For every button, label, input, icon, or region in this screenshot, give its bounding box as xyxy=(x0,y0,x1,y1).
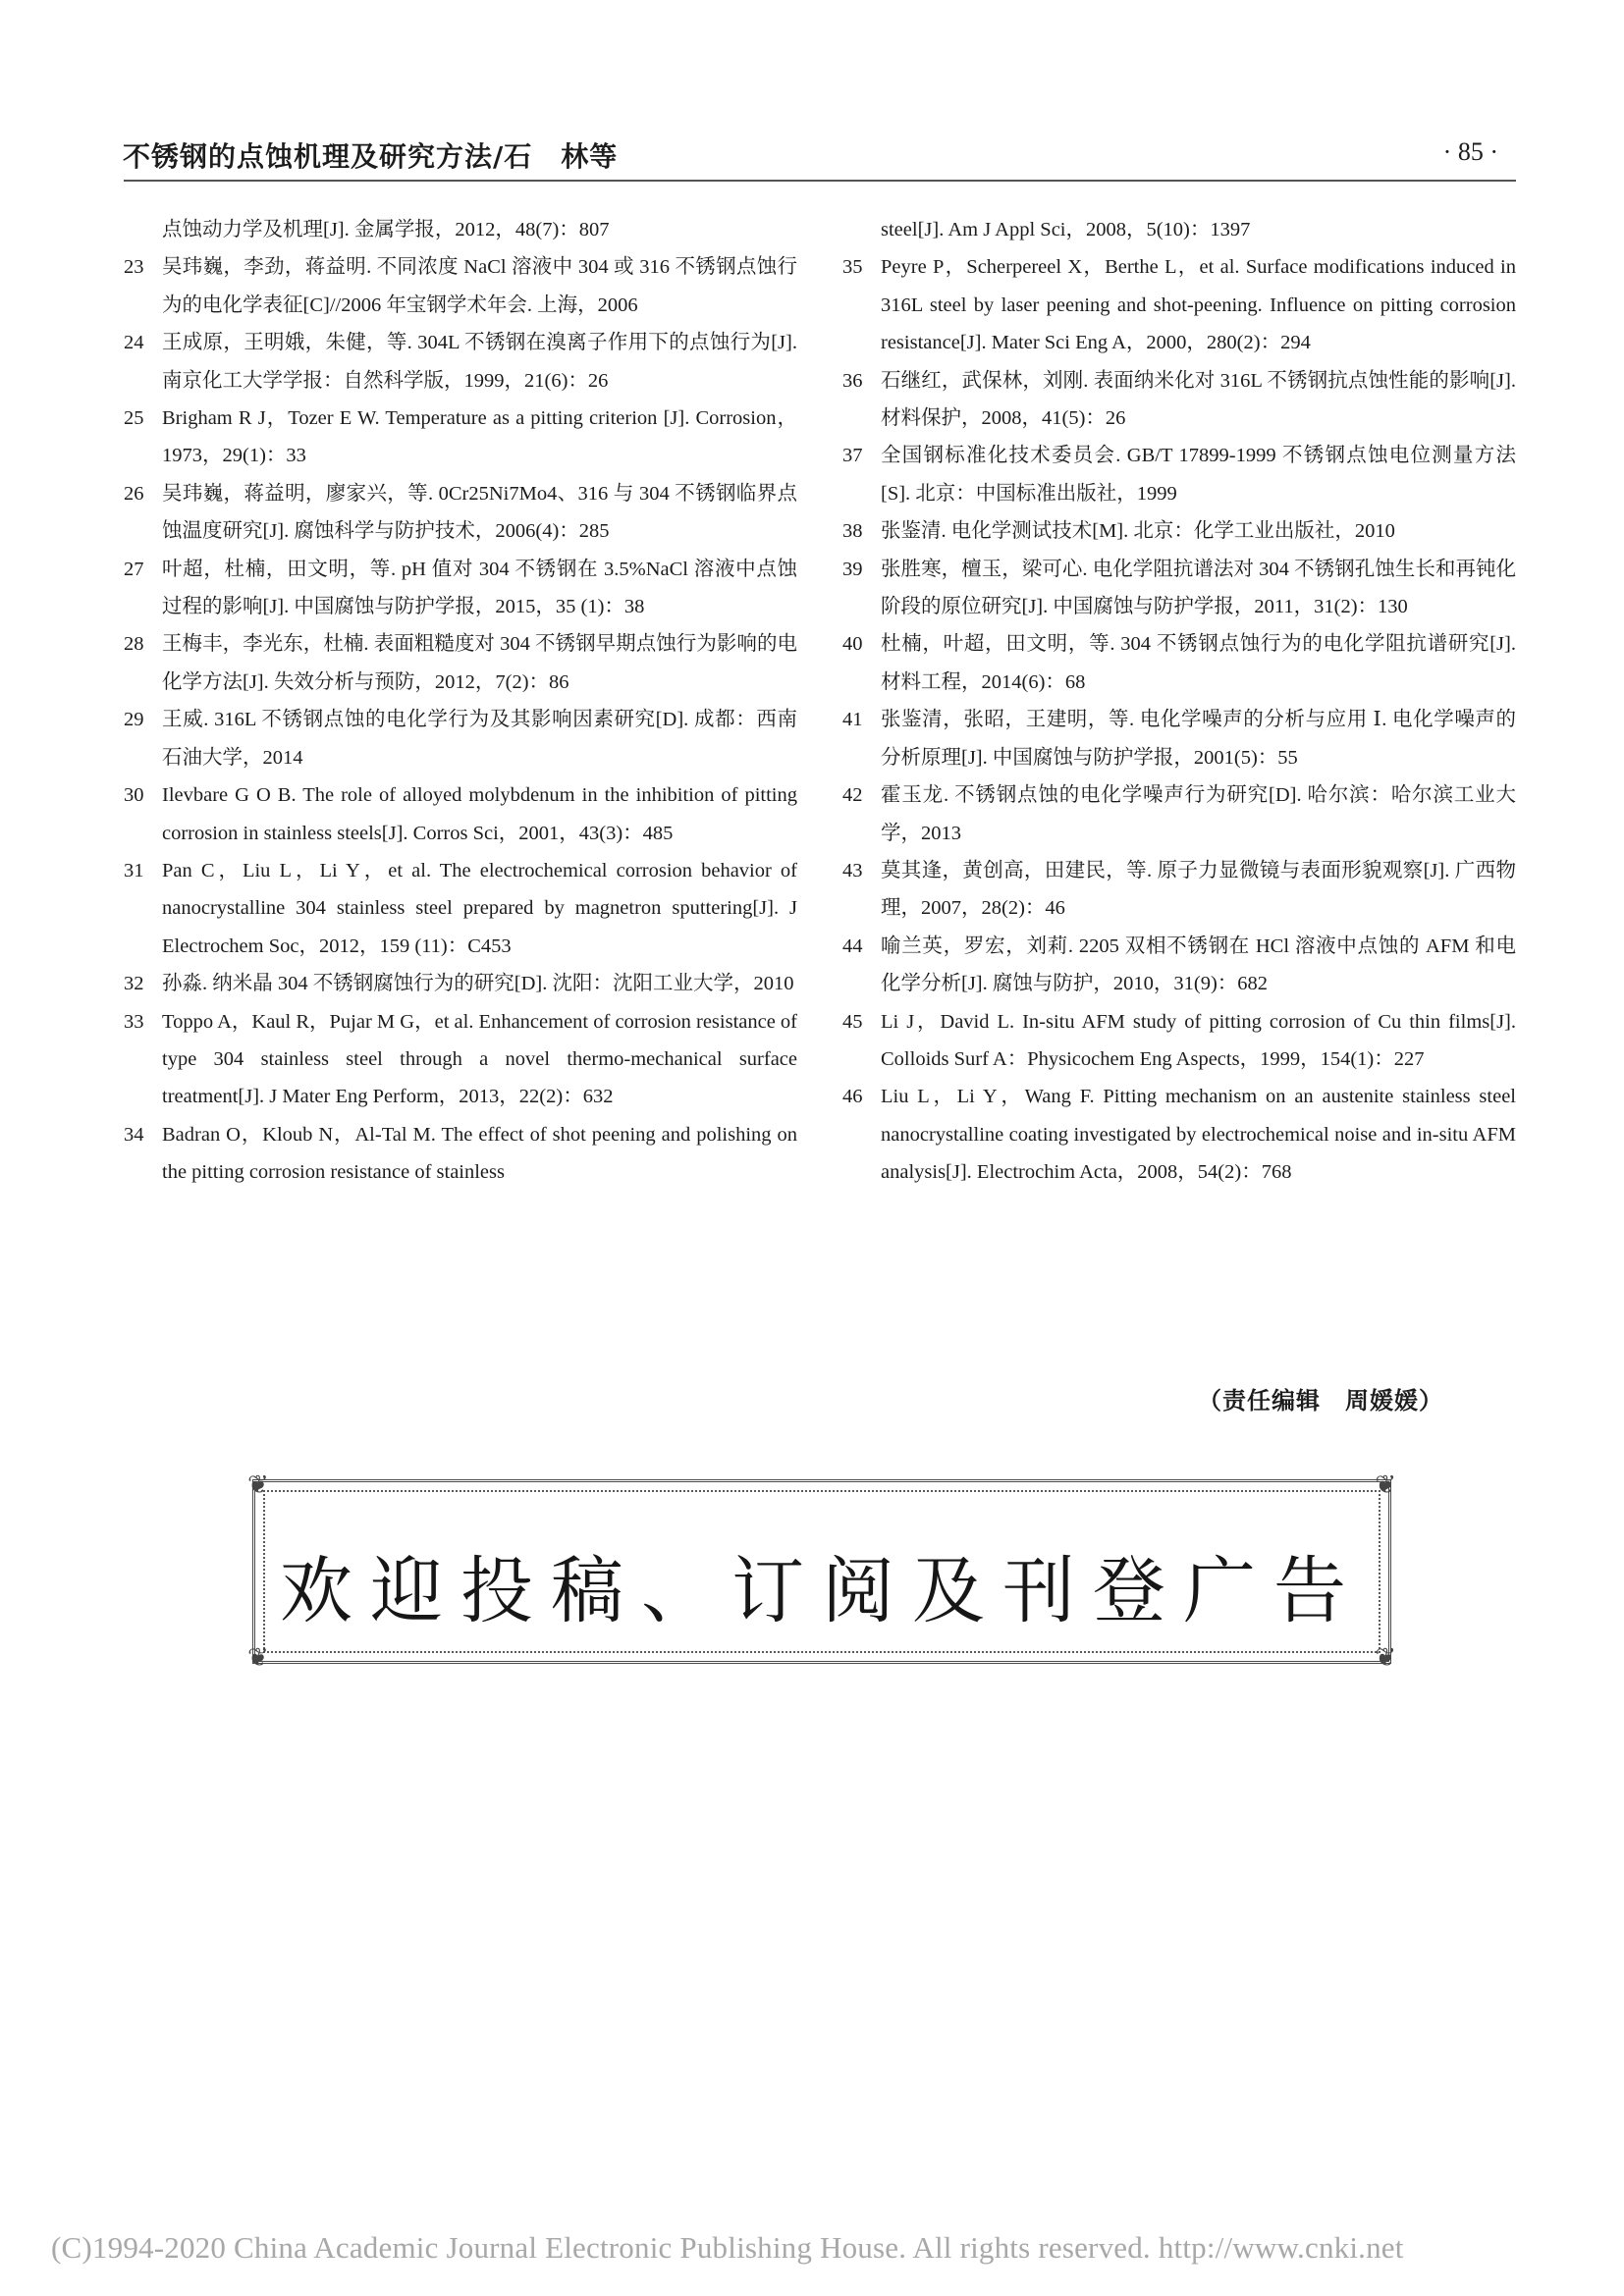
reference-text: steel[J]. Am J Appl Sci，2008，5(10)：1397 xyxy=(881,219,1251,240)
reference-number: 36 xyxy=(842,369,863,392)
reference-number: 44 xyxy=(842,934,863,957)
reference-text: 杜楠，叶超，田文明，等. 304 不锈钢点蚀行为的电化学阻抗谱研究[J]. 材料工程，2014(6)：68 xyxy=(881,633,1516,693)
reference-number: 42 xyxy=(842,784,863,807)
reference-text: 石继红，武保林，刘刚. 表面纳米化对 316L 不锈钢抗点蚀性能的影响[J]. 材料保护，2008，41(5)：26 xyxy=(881,369,1516,430)
reference-text: 王成原，王明娥，朱健，等. 304L 不锈钢在溴离子作用下的点蚀行为[J]. 南京化工大学学报：自然科学版，1999，21(6)：26 xyxy=(162,332,797,392)
reference-number: 34 xyxy=(124,1123,144,1146)
reference-number: 38 xyxy=(842,520,863,543)
reference-text: 叶超，杜楠，田文明，等. pH 值对 304 不锈钢在 3.5%NaCl 溶液中点蚀过程的影响[J]. 中国腐蚀与防护学报，2015，35 (1)：38 xyxy=(162,558,797,618)
reference-text: 王威. 316L 不锈钢点蚀的电化学行为及其影响因素研究[D]. 成都：西南石油大学，2014 xyxy=(162,709,797,769)
reference-number: 46 xyxy=(842,1086,863,1108)
reference-number: 32 xyxy=(124,973,144,995)
ornament-icon: ❦ xyxy=(247,1643,269,1673)
reference-number: 45 xyxy=(842,1010,863,1033)
advertisement-box xyxy=(247,1470,1396,1673)
reference-number: 30 xyxy=(124,784,144,807)
ornament-icon: ❦ xyxy=(247,1470,269,1500)
reference-number: 26 xyxy=(124,482,144,505)
reference-item xyxy=(842,928,1516,1003)
page-number: · 85 · xyxy=(1442,137,1498,166)
reference-item xyxy=(124,551,797,626)
reference-number: 35 xyxy=(842,256,863,279)
reference-text: 孙淼. 纳米晶 304 不锈钢腐蚀行为的研究[D]. 沈阳：沈阳工业大学，2010 xyxy=(162,973,794,995)
reference-item xyxy=(842,776,1516,852)
reference-item xyxy=(124,625,797,701)
reference-number: 41 xyxy=(842,709,863,731)
copyright-footer: (C)1994-2020 China Academic Journal Electronic Publishing House. All rights reserved. http://www.cnki.net xyxy=(51,2230,1404,2265)
reference-item xyxy=(124,701,797,776)
reference-item xyxy=(124,965,797,1002)
reference-item xyxy=(842,362,1516,438)
reference-number: 28 xyxy=(124,633,144,656)
reference-text: 喻兰英，罗宏，刘莉. 2205 双相不锈钢在 HCl 溶液中点蚀的 AFM 和电化学分析[J]. 腐蚀与防护，2010，31(9)：682 xyxy=(881,934,1516,995)
reference-item xyxy=(842,437,1516,512)
reference-text: 吴玮巍，蒋益明，廖家兴，等. 0Cr25Ni7Mo4、316 与 304 不锈钢临界点蚀温度研究[J]. 腐蚀科学与防护技术，2006(4)：285 xyxy=(162,482,797,543)
reference-text: Brigham R J，Tozer E W. Temperature as a pitting criterion [J]. Corrosion，1973，29(1)：33 xyxy=(162,407,797,467)
editor-note: （责任编辑 周媛媛） xyxy=(1198,1387,1443,1415)
reference-text: 张胜寒，檀玉，梁可心. 电化学阻抗谱法对 304 不锈钢孔蚀生长和再钝化阶段的原位研究[J]. 中国腐蚀与防护学报，2011，31(2)：130 xyxy=(881,558,1516,618)
reference-item xyxy=(842,551,1516,626)
reference-text: 莫其逢，黄创高，田建民，等. 原子力显微镜与表面形貌观察[J]. 广西物理，2007，28(2)：46 xyxy=(881,859,1516,920)
references-right-column xyxy=(842,211,1516,1192)
reference-item xyxy=(124,324,797,400)
reference-item xyxy=(842,625,1516,701)
reference-item xyxy=(842,248,1516,361)
reference-text: 王梅丰，李光东，杜楠. 表面粗糙度对 304 不锈钢早期点蚀行为影响的电化学方法[J]. 失效分析与预防，2012，7(2)：86 xyxy=(162,633,797,693)
advertisement-text: 欢迎投稿、订阅及刊登广告 xyxy=(280,1549,1364,1633)
reference-item xyxy=(124,852,797,965)
reference-item xyxy=(124,400,797,475)
reference-text: Peyre P，Scherpereel X，Berthe L，et al. Surface modifications induced in 316L steel by laser peening and shot-peening. Influence on pitting corrosion resistance[J]. Mater Sci Eng A，2000，280(2)：294 xyxy=(881,256,1516,354)
reference-number: 33 xyxy=(124,1010,144,1033)
reference-text: 霍玉龙. 不锈钢点蚀的电化学噪声行为研究[D]. 哈尔滨：哈尔滨工业大学，2013 xyxy=(881,784,1516,844)
reference-item xyxy=(124,248,797,324)
reference-item xyxy=(124,475,797,551)
reference-number: 25 xyxy=(124,407,144,430)
reference-number: 31 xyxy=(124,859,144,881)
reference-text: Pan C，Liu L，Li Y，et al. The electrochemical corrosion behavior of nanocrystalline 304 stainless steel prepared by magnetron sputtering[J]. J Electrochem Soc，2012，159 (11)：C453 xyxy=(162,859,797,957)
reference-item xyxy=(842,1078,1516,1191)
reference-number: 24 xyxy=(124,332,144,354)
reference-text: 全国钢标准化技术委员会. GB/T 17899-1999 不锈钢点蚀电位测量方法[S]. 北京：中国标准出版社，1999 xyxy=(881,445,1516,505)
reference-item xyxy=(124,776,797,852)
reference-number: 40 xyxy=(842,633,863,656)
reference-text: 张鉴清. 电化学测试技术[M]. 北京：化学工业出版社，2010 xyxy=(881,520,1395,543)
reference-text: Badran O，Kloub N，Al-Tal M. The effect of shot peening and polishing on the pitting corrosion resistance of stainless xyxy=(162,1123,797,1184)
reference-text: 吴玮巍，李劲，蒋益明. 不同浓度 NaCl 溶液中 304 或 316 不锈钢点蚀行为的电化学表征[C]//2006 年宝钢学术年会. 上海，2006 xyxy=(162,256,797,316)
reference-item xyxy=(842,211,1516,248)
references-left-column xyxy=(124,211,797,1192)
reference-number: 37 xyxy=(842,445,863,467)
reference-number: 39 xyxy=(842,558,863,580)
ornament-icon: ❦ xyxy=(1375,1470,1396,1500)
ornament-icon: ❦ xyxy=(1375,1643,1396,1673)
reference-item xyxy=(124,211,797,248)
reference-text: Ilevbare G O B. The role of alloyed molybdenum in the inhibition of pitting corrosion in stainless steels[J]. Corros Sci，2001，43(3)：485 xyxy=(162,784,797,844)
reference-text: 张鉴清，张昭，王建明，等. 电化学噪声的分析与应用 Ⅰ. 电化学噪声的分析原理[J]. 中国腐蚀与防护学报，2001(5)：55 xyxy=(881,709,1516,769)
reference-item xyxy=(124,1116,797,1192)
reference-number: 43 xyxy=(842,859,863,881)
reference-number: 29 xyxy=(124,709,144,731)
reference-text: Liu L，Li Y，Wang F. Pitting mechanism on an austenite stainless steel nanocrystalline coating investigated by electrochemical noise and in-situ AFM analysis[J]. Electrochim Acta，2008，54(2)：768 xyxy=(881,1086,1516,1184)
reference-item xyxy=(842,1003,1516,1079)
reference-item xyxy=(842,852,1516,928)
reference-item xyxy=(124,1003,797,1116)
reference-number: 27 xyxy=(124,558,144,580)
reference-item xyxy=(842,701,1516,776)
reference-text: Li J，David L. In-situ AFM study of pitting corrosion of Cu thin films[J]. Colloids Surf A：Physicochem Eng Aspects，1999，154(1)：227 xyxy=(881,1010,1516,1070)
running-header-title: 不锈钢的点蚀机理及研究方法/石 林等 xyxy=(123,140,619,173)
reference-item xyxy=(842,512,1516,550)
reference-number: 23 xyxy=(124,256,144,279)
header-rule xyxy=(124,180,1516,182)
reference-text: 点蚀动力学及机理[J]. 金属学报，2012，48(7)：807 xyxy=(162,219,610,240)
reference-text: Toppo A，Kaul R，Pujar M G，et al. Enhancement of corrosion resistance of type 304 stainless steel through a novel thermo-mechanical surface treatment[J]. J Mater Eng Perform，2013，22(2)：632 xyxy=(162,1010,798,1108)
